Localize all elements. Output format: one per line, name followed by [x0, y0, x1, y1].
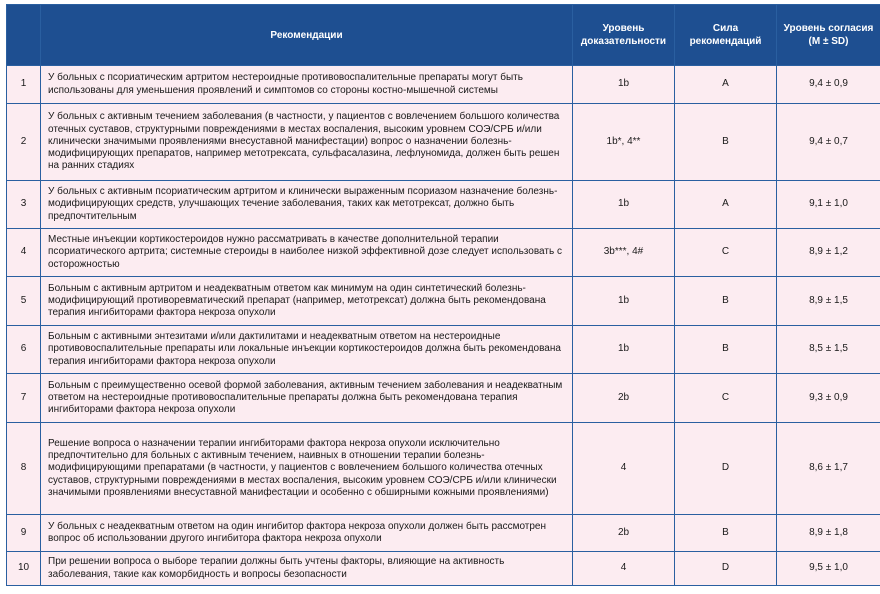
row-number: 2	[7, 104, 41, 181]
row-number: 5	[7, 277, 41, 326]
row-number: 8	[7, 423, 41, 515]
evidence-level: 3b***, 4#	[573, 229, 675, 277]
agreement-level: 8,6 ± 1,7	[777, 423, 880, 515]
row-number: 6	[7, 326, 41, 374]
evidence-level: 1b	[573, 66, 675, 104]
table-row	[7, 229, 880, 277]
agreement-level: 9,4 ± 0,7	[777, 104, 880, 181]
row-number: 4	[7, 229, 41, 277]
row-number: 7	[7, 374, 41, 423]
evidence-level: 2b	[573, 515, 675, 552]
recommendations-table-container	[6, 4, 880, 586]
table-header-row	[7, 5, 880, 66]
recommendation-text: Больным с преимущественно осевой формой заболевания, активным течением заболевания и неадекватным ответом на нестероидные противовоспалительные препараты должна быть рекомендована терапия ингибиторами фактора некроза опухоли	[41, 374, 573, 423]
recommendation-strength: A	[675, 66, 777, 104]
agreement-level: 8,5 ± 1,5	[777, 326, 880, 374]
recommendation-text: Решение вопроса о назначении терапии ингибиторами фактора некроза опухоли исключительно предпочтительно для больных с активным течением, наивных в отношении терапии болезнь-модифицирующими препаратами (в частности, у пациентов с вовлечением большого количества отечных суставов, структурными повреждениями в местах воспаления, высоким уровнем СОЭ/СРБ и/или клинически значимыми проявлениями внесуставной манифестации и особенно с обширными кожными проявлениями)	[41, 423, 573, 515]
recommendation-strength: A	[675, 181, 777, 229]
header-evidence-level: Уровень доказательности	[573, 5, 675, 66]
evidence-level: 4	[573, 552, 675, 586]
row-number: 10	[7, 552, 41, 586]
table-row	[7, 552, 880, 586]
table-row	[7, 515, 880, 552]
recommendation-strength: B	[675, 104, 777, 181]
table-row	[7, 277, 880, 326]
agreement-level: 9,3 ± 0,9	[777, 374, 880, 423]
agreement-level: 9,1 ± 1,0	[777, 181, 880, 229]
recommendation-strength: C	[675, 374, 777, 423]
table-row	[7, 326, 880, 374]
table-row	[7, 374, 880, 423]
recommendation-text: У больных с неадекватным ответом на один ингибитор фактора некроза опухоли должен быть рассмотрен вопрос об использовании другого ингибитора фактора некроза опухоли	[41, 515, 573, 552]
recommendation-text: У больных с активным течением заболевания (в частности, у пациентов с вовлечением большого количества отечных суставов, структурными повреждениями в местах воспаления, высоким уровнем СОЭ/СРБ и/или клинически значимыми проявлениями внесуставной манифестации) вопрос о назначении болезнь-модифицирующих препаратов, например метотрексата, сульфасалазина, лефлуномида, должен быть решен на ранних стадиях	[41, 104, 573, 181]
evidence-level: 1b	[573, 326, 675, 374]
recommendation-text: У больных с активным псориатическим артритом и клинически выраженным псориазом назначение болезнь-модифицирующих средств, улучшающих течение заболевания, таких как метотрексат, должно быть предпочтительным	[41, 181, 573, 229]
row-number: 1	[7, 66, 41, 104]
recommendation-text: При решении вопроса о выборе терапии должны быть учтены факторы, влияющие на активность заболевания, такие как коморбидность и вопросы безопасности	[41, 552, 573, 586]
recommendation-strength: B	[675, 515, 777, 552]
header-recommendations: Рекомендации	[41, 5, 573, 66]
table-row	[7, 104, 880, 181]
evidence-level: 4	[573, 423, 675, 515]
header-number	[7, 5, 41, 66]
recommendation-strength: D	[675, 552, 777, 586]
agreement-level: 8,9 ± 1,2	[777, 229, 880, 277]
recommendation-text: У больных с псориатическим артритом нестероидные противовоспалительные препараты могут быть использованы для уменьшения проявлений и симптомов со стороны костно-мышечной системы	[41, 66, 573, 104]
evidence-level: 1b	[573, 277, 675, 326]
recommendation-strength: C	[675, 229, 777, 277]
recommendations-table	[6, 4, 880, 586]
table-row	[7, 423, 880, 515]
evidence-level: 1b*, 4**	[573, 104, 675, 181]
evidence-level: 2b	[573, 374, 675, 423]
evidence-level: 1b	[573, 181, 675, 229]
table-row	[7, 181, 880, 229]
header-recommendation-strength: Сила рекомендаций	[675, 5, 777, 66]
recommendation-strength: D	[675, 423, 777, 515]
recommendation-text: Больным с активными энтезитами и/или дактилитами и неадекватным ответом на нестероидные противовоспалительные препараты или локальные инъекции кортикостероидов должна быть рекомендована терапия ингибиторами фактора некроза опухоли	[41, 326, 573, 374]
recommendation-strength: B	[675, 326, 777, 374]
header-agreement-level: Уровень согласия (M ± SD)	[777, 5, 880, 66]
agreement-level: 8,9 ± 1,8	[777, 515, 880, 552]
table-row	[7, 66, 880, 104]
agreement-level: 9,5 ± 1,0	[777, 552, 880, 586]
recommendation-text: Местные инъекции кортикостероидов нужно рассматривать в качестве дополнительной терапии псориатического артрита; системные стероиды в наиболее низкой эффективной дозе следует использовать с осторожностью	[41, 229, 573, 277]
recommendation-text: Больным с активным артритом и неадекватным ответом как минимум на один синтетический болезнь-модифицирующий противоревматический препарат (например, метотрексат) должна быть рекомендована терапия ингибиторами фактора некроза опухоли	[41, 277, 573, 326]
recommendation-strength: B	[675, 277, 777, 326]
agreement-level: 8,9 ± 1,5	[777, 277, 880, 326]
row-number: 3	[7, 181, 41, 229]
agreement-level: 9,4 ± 0,9	[777, 66, 880, 104]
row-number: 9	[7, 515, 41, 552]
